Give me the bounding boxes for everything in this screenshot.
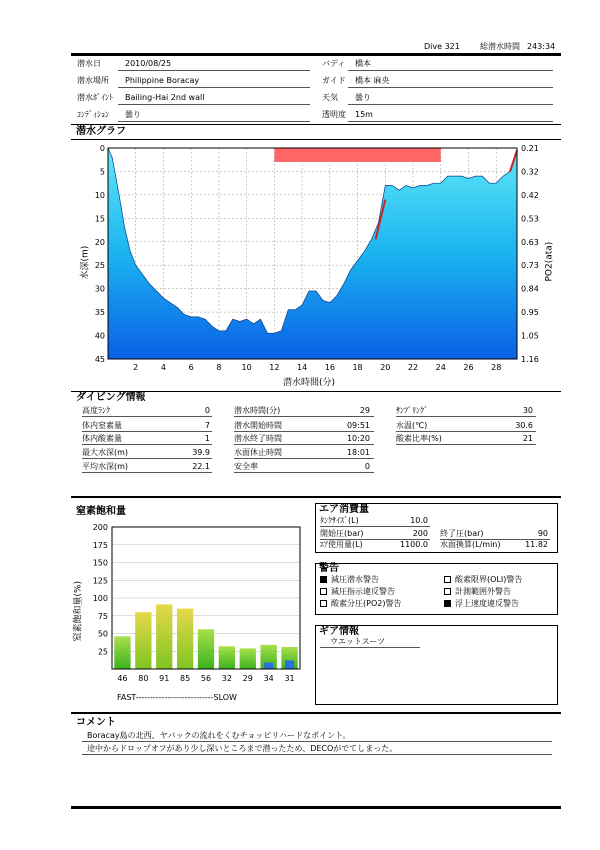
depth-tick-label: 20 <box>94 237 105 247</box>
po2-tick-label: 0.95 <box>521 308 539 318</box>
end-pressure-value: 90 <box>537 529 548 538</box>
fast-slow-label: FAST---------------------------SLOW <box>117 693 237 702</box>
graph-title: 潜水グラフ <box>76 126 126 137</box>
surface-time-value: 18:01 <box>346 448 370 457</box>
condition-label: ｺﾝﾃﾞｨｼｮﾝ <box>77 110 109 119</box>
dive-time-label: 潜水時間(分) <box>234 406 281 415</box>
guide-value: 橋本 麻央 <box>355 76 390 85</box>
nitrogen-bar <box>156 604 172 669</box>
body-o-value: 1 <box>204 434 210 443</box>
nitrogen-bar <box>177 609 193 669</box>
depth-ticks <box>95 144 105 364</box>
warning-deco-violation: 減圧指示違反警告 <box>320 587 395 597</box>
depth-tick-label: 5 <box>99 167 105 177</box>
time-tick-label: 10 <box>241 363 252 372</box>
place-label: 潜水場所 <box>77 76 109 85</box>
nitrogen-tick-label: 175 <box>92 540 108 550</box>
nitrogen-axis-label: 窒素飽和量(%) <box>73 580 84 642</box>
deco-marker <box>274 148 440 162</box>
max-depth-label: 最大水深(m) <box>82 448 129 457</box>
nitrogen-ticks <box>93 523 108 656</box>
buddy-label: バディ <box>322 59 346 68</box>
o2-value: 21 <box>522 434 533 443</box>
o2-label: 酸素比率(%) <box>396 434 442 443</box>
time-tick-label: 24 <box>435 363 446 372</box>
nitrogen-category-label: 85 <box>180 674 191 683</box>
nitrogen-tick-label: 100 <box>92 594 108 603</box>
nitrogen-category-label: 46 <box>117 674 128 683</box>
po2-tick-label: 0.84 <box>521 284 539 294</box>
total-time-label: 総潜水時間 <box>480 42 520 51</box>
date-label: 潜水日 <box>77 59 101 68</box>
time-tick-label: 20 <box>380 363 391 372</box>
end-time-label: 潜水終了時間 <box>234 434 282 443</box>
nitrogen-tick-label: 150 <box>92 558 108 568</box>
warning-range: 計測範囲外警告 <box>444 587 511 597</box>
nitrogen-tick-label: 200 <box>92 523 108 532</box>
start-pressure-value: 200 <box>412 529 428 538</box>
depth-area <box>108 148 517 359</box>
time-tick-label: 8 <box>216 363 222 372</box>
nitrogen-categories <box>117 674 294 683</box>
nitrogen-category-label: 31 <box>284 674 295 683</box>
nitrogen-bars <box>114 604 297 669</box>
time-tick-label: 26 <box>463 363 474 372</box>
condition-value: 曇り <box>125 110 141 119</box>
end-pressure-label: 終了圧(bar) <box>440 529 484 538</box>
start-time-value: 09:51 <box>346 421 370 430</box>
surface-rate-label: 水面換算(L/min) <box>440 540 501 549</box>
nitrogen-bar <box>135 612 151 669</box>
po2-ticks <box>521 144 539 364</box>
warning-po2: 酸素分圧(PO2)警告 <box>320 599 401 609</box>
nitrogen-tick-label: 50 <box>97 629 108 639</box>
po2-tick-label: 0.63 <box>521 237 539 247</box>
po2-tick-label: 0.32 <box>521 167 539 177</box>
comment-line-2: 途中からドロップオフがあり少し深いところまで潜ったため、DECOがでてしまった。 <box>87 744 398 753</box>
checkbox-icon <box>320 600 327 607</box>
nitrogen-bar <box>198 629 214 669</box>
checkbox-icon <box>320 588 327 595</box>
start-time-label: 潜水開始時間 <box>234 421 282 430</box>
nitrogen-bar <box>240 648 256 669</box>
nitrogen-category-label: 29 <box>242 674 253 683</box>
depth-tick-label: 25 <box>94 261 105 271</box>
max-depth-value: 39.9 <box>192 448 210 457</box>
body-n-value: 7 <box>204 421 210 430</box>
gear-title: ギア情報 <box>319 626 359 637</box>
po2-tick-label: 0.53 <box>521 214 539 224</box>
footer-rule <box>71 806 561 809</box>
time-tick-label: 28 <box>491 363 502 372</box>
time-tick-label: 14 <box>297 363 308 372</box>
air-used-value: 1100.0 <box>400 540 428 549</box>
altitude-label: 高度ﾗﾝｸ <box>82 406 110 415</box>
time-tick-label: 22 <box>407 363 419 372</box>
avg-depth-value: 22.1 <box>192 462 210 471</box>
po2-tick-label: 0.73 <box>521 261 539 271</box>
checkbox-icon <box>320 576 327 583</box>
depth-tick-label: 45 <box>94 355 105 364</box>
depth-axis-label: 水深(m) <box>80 245 91 280</box>
time-tick-label: 12 <box>269 363 280 372</box>
total-time-value: 243:34 <box>527 42 556 51</box>
tank-value: 10.0 <box>410 516 428 525</box>
altitude-value: 0 <box>204 406 210 415</box>
oxygen-bar <box>285 660 294 669</box>
warning-oli: 酸素限界(OLI)警告 <box>444 575 522 585</box>
depth-tick-label: 15 <box>94 214 105 224</box>
body-n-label: 体内窒素量 <box>82 421 122 430</box>
nitrogen-tick-label: 25 <box>97 647 108 657</box>
time-ticks <box>133 363 501 372</box>
nitrogen-category-label: 56 <box>200 674 212 683</box>
safety-value: 0 <box>364 462 370 471</box>
depth-tick-label: 35 <box>94 308 105 318</box>
diving-info-title: ダイビング情報 <box>76 392 146 403</box>
surface-rate-value: 11.82 <box>525 540 548 549</box>
tank-label: ﾀﾝｸｻｲｽﾞ(L) <box>320 516 359 525</box>
warning-deco: 減圧潜水警告 <box>320 575 379 585</box>
safety-label: 安全率 <box>234 462 258 471</box>
depth-tick-label: 0 <box>99 144 105 153</box>
start-pressure-label: 開始圧(bar) <box>320 529 364 538</box>
visibility-value: 15m <box>355 110 373 119</box>
time-tick-label: 18 <box>352 363 363 372</box>
gear-item: ウエットスーツ <box>330 637 386 646</box>
nitrogen-category-label: 80 <box>138 674 149 683</box>
weather-label: 天気 <box>322 93 338 102</box>
nitrogen-bar <box>114 636 130 669</box>
time-axis-label: 潜水時間(分) <box>283 378 336 388</box>
depth-tick-label: 30 <box>94 284 105 294</box>
dive-time-value: 29 <box>359 406 370 415</box>
buddy-value: 橋本 <box>355 59 371 68</box>
guide-label: ガイド <box>322 76 346 85</box>
warning-ascent: 浮上速度違反警告 <box>444 599 519 609</box>
sampling-label: ｻﾝﾌﾟﾘﾝｸﾞ <box>396 406 428 415</box>
nitrogen-category-label: 32 <box>221 674 232 683</box>
dive-number: Dive 321 <box>424 42 460 51</box>
water-temp-value: 30.6 <box>515 421 533 430</box>
po2-tick-label: 1.05 <box>521 331 539 341</box>
oxygen-bar <box>264 663 273 669</box>
checkbox-icon <box>444 576 451 583</box>
visibility-label: 透明度 <box>322 110 346 119</box>
nitrogen-tick-label: 125 <box>92 576 108 586</box>
weather-value: 曇り <box>355 93 371 102</box>
depth-tick-label: 40 <box>94 331 105 341</box>
date-value: 2010/08/25 <box>125 59 172 68</box>
checkbox-icon <box>444 600 451 607</box>
water-temp-label: 水温(℃) <box>396 421 428 430</box>
sampling-value: 30 <box>522 406 533 415</box>
nitrogen-chart <box>90 520 310 692</box>
time-tick-label: 4 <box>160 363 167 372</box>
po2-axis-label: PO2(ata) <box>544 241 555 282</box>
body-o-label: 体内酸素量 <box>82 434 122 443</box>
surface-time-label: 水面休止時間 <box>234 448 282 457</box>
point-value: Bailing-Hai 2nd wall <box>125 93 205 102</box>
nitrogen-category-label: 34 <box>263 674 274 683</box>
time-tick-label: 2 <box>133 363 139 372</box>
nitrogen-tick-label: 75 <box>97 611 108 621</box>
avg-depth-label: 平均水深(m) <box>82 462 129 471</box>
comment-title: コメント <box>76 717 116 728</box>
depth-tick-label: 10 <box>94 190 105 200</box>
place-value: Philippine Boracay <box>125 76 200 85</box>
header-rule <box>71 53 561 56</box>
po2-tick-label: 1.16 <box>521 355 539 364</box>
nitrogen-title: 窒素飽和量 <box>76 506 126 517</box>
po2-tick-label: 0.21 <box>521 144 539 153</box>
dive-profile-chart <box>90 142 550 380</box>
warnings-title: 警告 <box>319 563 339 574</box>
comment-line-1: Boracay島の北西、ヤバックの流れをくむチョッピリハードなポイント。 <box>87 731 351 740</box>
po2-tick-label: 0.42 <box>521 190 539 200</box>
checkbox-icon <box>444 588 451 595</box>
point-label: 潜水ﾎﾟｲﾝﾄ <box>77 93 113 102</box>
nitrogen-bar <box>219 646 235 669</box>
time-tick-label: 16 <box>324 363 335 372</box>
nitrogen-category-label: 91 <box>159 674 170 683</box>
time-tick-label: 6 <box>188 363 194 372</box>
air-used-label: ｴｱ使用量(L) <box>320 540 363 549</box>
end-time-value: 10:20 <box>346 434 370 443</box>
air-title: エア消費量 <box>319 504 369 515</box>
